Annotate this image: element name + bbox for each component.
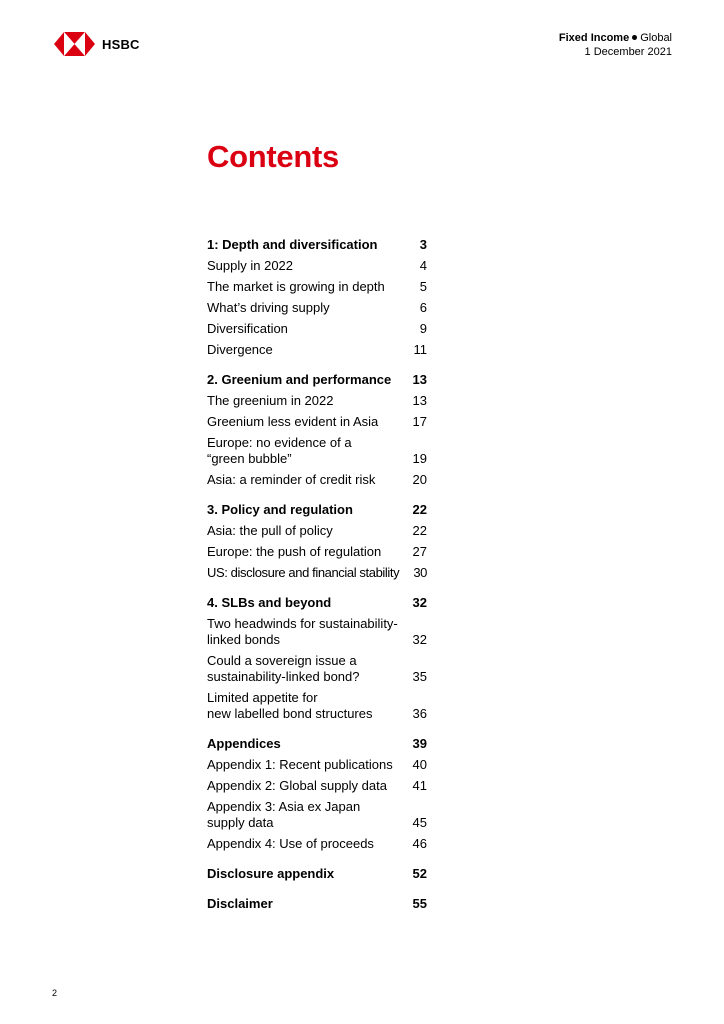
toc-heading-label: Appendices <box>207 736 281 751</box>
toc-heading[interactable] <box>207 896 427 912</box>
toc-section <box>207 595 427 722</box>
toc-heading-page: 13 <box>412 372 427 387</box>
toc-item[interactable] <box>207 409 427 430</box>
toc-heading[interactable] <box>207 736 427 752</box>
toc-item-label: Limited appetite for new labelled bond structures <box>207 690 373 721</box>
toc-heading-label: 1: Depth and diversification <box>207 237 378 252</box>
toc-item-label: What’s driving supply <box>207 300 330 315</box>
report-header <box>559 31 672 59</box>
toc-item[interactable] <box>207 274 427 295</box>
toc-item-page: 30 <box>413 565 427 580</box>
toc-item[interactable] <box>207 794 427 831</box>
hsbc-hexagon-icon <box>54 32 95 56</box>
toc-item[interactable] <box>207 295 427 316</box>
toc-heading-label: 2. Greenium and performance <box>207 372 392 387</box>
toc-section <box>207 866 427 882</box>
toc-item-page: 20 <box>412 472 427 487</box>
report-category: Fixed Income <box>558 32 630 44</box>
toc-heading[interactable] <box>207 595 427 611</box>
toc-item-page: 35 <box>412 669 427 684</box>
toc-item-page: 32 <box>412 632 427 647</box>
toc-section <box>207 237 427 358</box>
toc-item-page: 36 <box>412 706 427 721</box>
toc-item[interactable] <box>207 253 427 274</box>
toc-item-page: 45 <box>412 815 427 830</box>
toc-heading[interactable] <box>207 372 427 388</box>
toc-item-page: 6 <box>419 300 427 315</box>
toc-heading[interactable] <box>207 502 427 518</box>
toc-item[interactable] <box>207 518 427 539</box>
toc-item-page: 9 <box>419 321 427 336</box>
report-date: 1 December 2021 <box>584 46 672 58</box>
toc-item-page: 13 <box>412 393 427 408</box>
toc-heading-page: 52 <box>412 866 427 881</box>
toc-item[interactable] <box>207 467 427 488</box>
toc-item[interactable] <box>207 316 427 337</box>
toc-item-page: 27 <box>412 544 427 559</box>
toc-item[interactable] <box>207 337 427 358</box>
page-title: Contents <box>207 139 339 174</box>
toc-item-label: Appendix 4: Use of proceeds <box>207 836 374 851</box>
toc-item-page: 17 <box>412 414 427 429</box>
toc-heading-label: 4. SLBs and beyond <box>207 595 332 610</box>
toc-section <box>207 502 427 581</box>
toc-heading[interactable] <box>207 866 427 882</box>
page-number: 2 <box>52 988 58 998</box>
toc-section <box>207 896 427 912</box>
toc-item-label: Appendix 3: Asia ex Japan supply data <box>207 799 361 830</box>
toc-item[interactable] <box>207 539 427 560</box>
toc-item[interactable] <box>207 611 427 648</box>
toc-item-label: Divergence <box>207 342 273 357</box>
toc-item-label: Asia: the pull of policy <box>207 523 333 538</box>
toc-item-page: 11 <box>413 342 427 357</box>
toc-item-page: 22 <box>412 523 427 538</box>
toc-item-page: 41 <box>412 778 427 793</box>
toc-item-label: The greenium in 2022 <box>207 393 334 408</box>
bullet-dot-icon <box>632 35 637 40</box>
toc-item[interactable] <box>207 430 427 467</box>
toc-item-label: Europe: no evidence of a “green bubble” <box>207 435 352 466</box>
toc-heading-label: Disclaimer <box>207 896 273 911</box>
toc-item[interactable] <box>207 773 427 794</box>
toc-item-page: 4 <box>419 258 427 273</box>
table-of-contents <box>207 237 427 926</box>
toc-item-label: US: disclosure and financial stability <box>207 565 400 580</box>
toc-item-label: Appendix 2: Global supply data <box>207 778 387 793</box>
toc-item-label: Two headwinds for sustainability- linked bonds <box>207 616 398 647</box>
toc-item[interactable] <box>207 388 427 409</box>
toc-item-label: Diversification <box>207 321 288 336</box>
report-region: Global <box>640 32 672 44</box>
toc-item-label: Greenium less evident in Asia <box>207 414 379 429</box>
toc-heading-page: 3 <box>419 237 427 252</box>
toc-item-label: Could a sovereign issue a sustainability-linked bond? <box>207 653 360 684</box>
toc-item-label: Supply in 2022 <box>207 258 294 273</box>
hsbc-logo <box>54 32 140 56</box>
toc-item[interactable] <box>207 685 427 722</box>
toc-item-page: 40 <box>412 757 427 772</box>
toc-section <box>207 372 427 488</box>
toc-item[interactable] <box>207 648 427 685</box>
toc-item[interactable] <box>207 560 427 581</box>
toc-item-page: 46 <box>412 836 427 851</box>
toc-heading-label: 3. Policy and regulation <box>207 502 353 517</box>
toc-item[interactable] <box>207 752 427 773</box>
toc-heading-page: 32 <box>412 595 427 610</box>
toc-item-page: 19 <box>412 451 427 466</box>
toc-heading-page: 39 <box>412 736 427 751</box>
toc-item-label: The market is growing in depth <box>207 279 385 294</box>
toc-item-page: 5 <box>419 279 427 294</box>
toc-heading[interactable] <box>207 237 427 253</box>
toc-item-label: Asia: a reminder of credit risk <box>207 472 376 487</box>
toc-heading-page: 22 <box>412 502 427 517</box>
toc-heading-page: 55 <box>412 896 427 911</box>
toc-item-label: Appendix 1: Recent publications <box>207 757 393 772</box>
toc-item[interactable] <box>207 831 427 852</box>
brand-wordmark: HSBC <box>102 36 140 52</box>
toc-section <box>207 736 427 852</box>
toc-item-label: Europe: the push of regulation <box>207 544 382 559</box>
toc-heading-label: Disclosure appendix <box>207 866 335 881</box>
